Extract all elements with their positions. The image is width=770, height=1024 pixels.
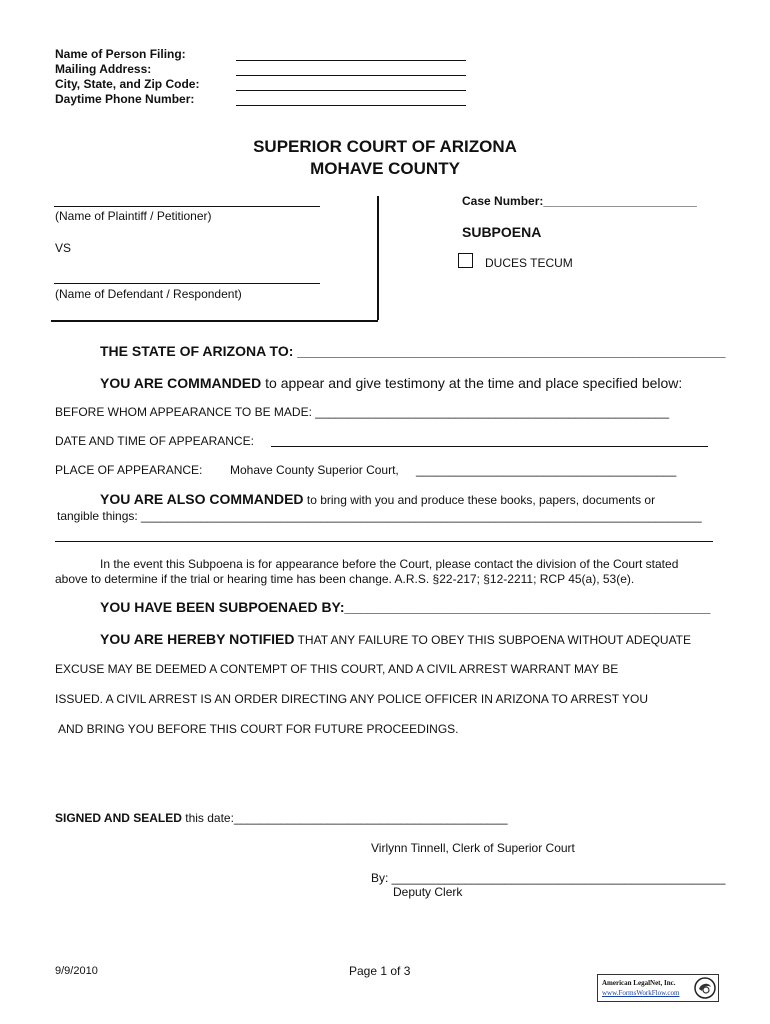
commanded-line	[100, 375, 682, 391]
place-value: Mohave County Superior Court,	[230, 463, 399, 477]
logo-emblem-icon	[694, 977, 716, 999]
county-title: MOHAVE COUNTY	[310, 159, 460, 178]
subpoenaed-by-field[interactable]: YOU HAVE BEEN SUBPOENAED BY:_______________________________________________	[100, 599, 711, 615]
city-state-zip-field[interactable]	[236, 90, 466, 91]
defendant-label: (Name of Defendant / Respondent)	[55, 287, 242, 301]
caption-divider	[377, 196, 379, 320]
also-commanded-bold: YOU ARE ALSO COMMANDED	[100, 491, 304, 507]
deputy-clerk-label: Deputy Clerk	[393, 885, 463, 899]
city-state-zip-label: City, State, and Zip Code:	[55, 77, 200, 91]
duces-tecum-checkbox[interactable]	[458, 253, 473, 268]
court-title: SUPERIOR COURT OF ARIZONA	[253, 137, 517, 156]
commanded-rest: to appear and give testimony at the time and place specified below:	[261, 375, 683, 391]
plaintiff-label: (Name of Plaintiff / Petitioner)	[55, 209, 212, 223]
deputy-signature-field[interactable]: By: __________________________________________________	[371, 871, 726, 885]
subpoena-heading: SUBPOENA	[462, 224, 542, 240]
state-of-arizona-to-field[interactable]: THE STATE OF ARIZONA TO: _______________________________________________________	[100, 343, 726, 359]
date-time-field[interactable]	[271, 446, 708, 447]
name-of-person-filing-field[interactable]	[236, 60, 466, 61]
name-of-person-filing-label: Name of Person Filing:	[55, 47, 186, 61]
logo-company-name: American LegalNet, Inc.	[602, 979, 676, 987]
page-number: Page 1 of 3	[349, 964, 411, 978]
notice-line4: AND BRING YOU BEFORE THIS COURT FOR FUTURE PROCEEDINGS.	[58, 722, 459, 736]
mailing-address-field[interactable]	[236, 75, 466, 76]
case-number-field[interactable]: Case Number:_______________________	[462, 194, 697, 208]
event-notice-line1: In the event this Subpoena is for appearance before the Court, please contact the division of the Court stated	[100, 557, 679, 571]
tangible-things-extra-field[interactable]	[55, 541, 713, 542]
signed-date-field[interactable]: this date:_________________________________________	[181, 811, 508, 825]
signed-sealed-bold: SIGNED AND SEALED	[55, 811, 182, 825]
defendant-name-field[interactable]	[54, 283, 320, 284]
footer-date: 9/9/2010	[55, 965, 98, 977]
also-commanded-rest: to bring with you and produce these books, papers, documents or	[303, 493, 656, 507]
notice-line2: EXCUSE MAY BE DEEMED A CONTEMPT OF THIS COURT, AND A CIVIL ARREST WARRANT MAY BE	[55, 662, 619, 676]
plaintiff-name-field[interactable]	[54, 206, 320, 207]
notified-bold: YOU ARE HEREBY NOTIFIED	[100, 631, 295, 647]
caption-bottom-rule	[51, 320, 378, 322]
commanded-bold: YOU ARE COMMANDED	[100, 375, 262, 391]
legalnet-logo	[597, 974, 719, 1002]
before-whom-field[interactable]: BEFORE WHOM APPEARANCE TO BE MADE: _____________________________________________________	[55, 405, 669, 419]
daytime-phone-field[interactable]	[236, 105, 466, 106]
vs-label: VS	[55, 241, 72, 255]
daytime-phone-label: Daytime Phone Number:	[55, 92, 195, 106]
event-notice-line2: above to determine if the trial or hearing time has been change. A.R.S. §22-217; §12-2211; RCP 45(a), 53(e).	[55, 572, 635, 586]
signed-sealed-line[interactable]	[55, 811, 508, 825]
duces-tecum-label: DUCES TECUM	[485, 256, 573, 270]
clerk-name: Virlynn Tinnell, Clerk of Superior Court	[371, 841, 575, 855]
place-label: PLACE OF APPEARANCE:	[55, 463, 203, 477]
mailing-address-label: Mailing Address:	[55, 62, 152, 76]
tangible-things-field[interactable]: tangible things: ____________________________________________________________________________________	[57, 509, 702, 523]
notified-line	[100, 631, 691, 649]
notified-rest: THAT ANY FAILURE TO OBEY THIS SUBPOENA WITHOUT ADEQUATE	[294, 633, 692, 647]
also-commanded-line	[100, 491, 655, 509]
logo-website-link[interactable]: www.FormsWorkFlow.com	[602, 989, 680, 997]
notice-line3: ISSUED. A CIVIL ARREST IS AN ORDER DIRECTING ANY POLICE OFFICER IN ARIZONA TO ARREST YOU	[55, 692, 649, 706]
date-time-label: DATE AND TIME OF APPEARANCE:	[55, 434, 254, 448]
place-field[interactable]: _______________________________________	[416, 463, 677, 477]
